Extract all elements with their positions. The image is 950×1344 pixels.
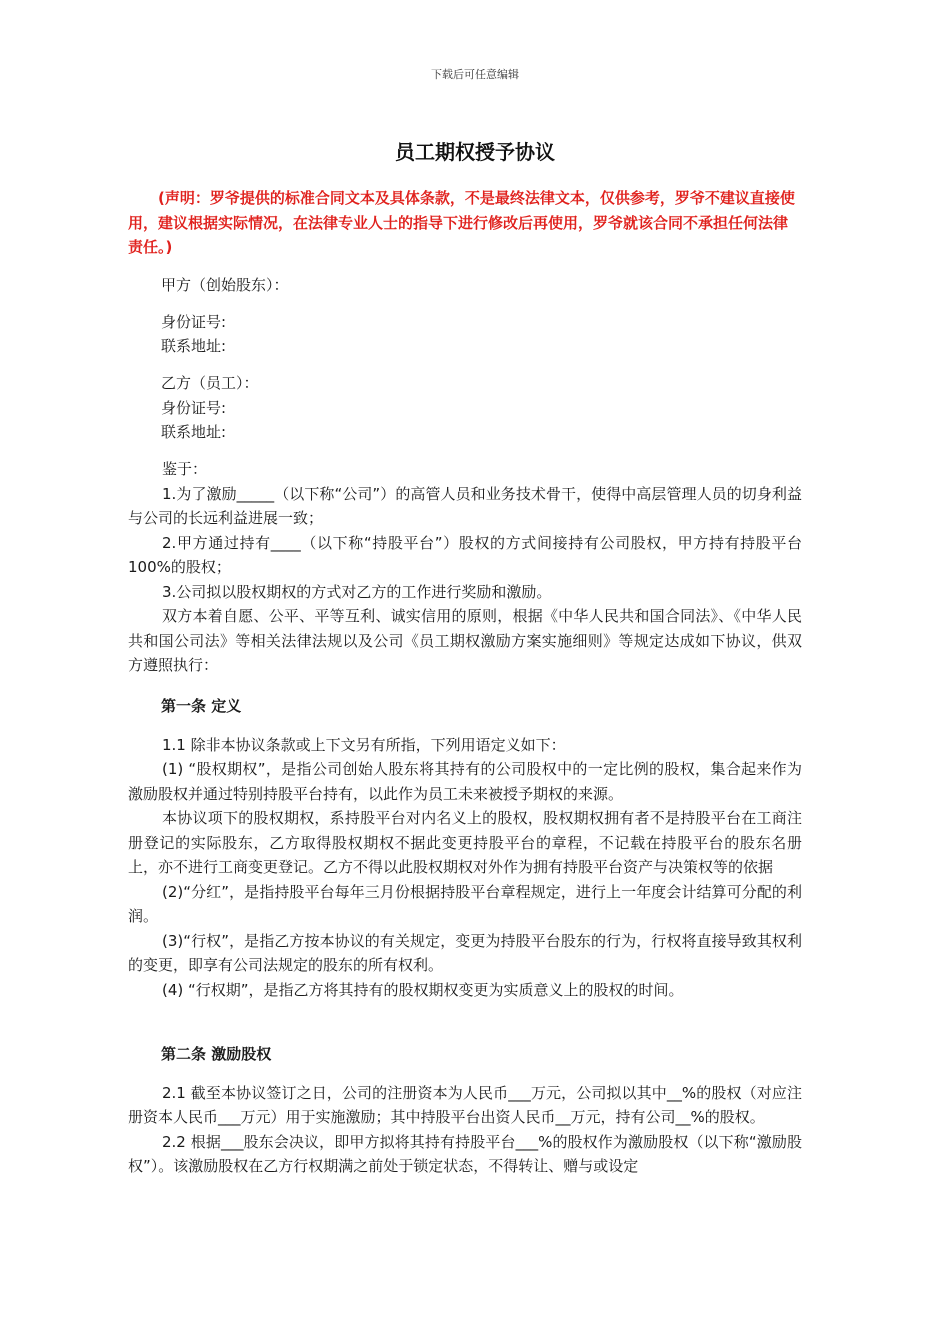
article-1-para-1: 1.1 除非本协议条款或上下文另有所指，下列用语定义如下： [162, 735, 566, 754]
article-2-para-1: 2.1 截至本协议签订之日，公司的注册资本为人民币___万元，公司拟以其中__%的股权（对应注册资本人民币___万元）用于实施激励；其中持股平台出资人民币__万元，持有公司__%的股权。 [128, 1083, 802, 1126]
disclaimer-notice: (声明：罗爷提供的标准合同文本及具体条款，不是最终法律文本，仅供参考，罗爷不建议直接使用，建议根据实际情况，在法律专业人士的指导下进行修改后再使用，罗爷就该合同不承担任何法律责任。) [128, 189, 795, 256]
article-1-para-2: (1) “股权期权”，是指公司创始人股东将其持有的公司股权中的一定比例的股权，集合起来作为激励股权并通过特别持股平台持有，以此作为员工未来被授予期权的来源。 [128, 760, 802, 803]
article-1-para-3: 本协议项下的股权期权，系持股平台对内名义上的股权，股权期权拥有者不是持股平台在工商注册登记的实际股东，乙方取得股权期权不据此变更持股平台的章程，不记载在持股平台的股东名册上，亦不进行工商变更登记。乙方不得以此股权期权对外作为拥有持股平台资产与决策权等的依据 [128, 809, 802, 876]
document-title: 员工期权授予协议 [395, 140, 555, 164]
recital-item-1: 1.为了激励_____（以下称“公司”）的高管人员和业务技术骨干，使得中高层管理人员的切身利益与公司的长远利益进展一致； [128, 484, 802, 527]
article-1-para-6: (4) “行权期”，是指乙方将其持有的股权期权变更为实质意义上的股权的时间。 [162, 980, 684, 999]
party-a-block [161, 273, 801, 359]
article-1-para-5: (3)“行权”，是指乙方按本协议的有关规定，变更为持股平台股东的行为，行权将直接导致其权利的变更，即享有公司法规定的股东的所有权利。 [128, 931, 802, 974]
party-a-address-label: 联系地址: [161, 337, 227, 355]
header-note: 下载后可任意编辑 [431, 68, 519, 81]
article-2-para-2: 2.2 根据___股东会决议，即甲方拟将其持有持股平台___%的股权作为激励股权（以下称“激励股权”）。该激励股权在乙方行权期满之前处于锁定状态，不得转让、赠与或设定 [128, 1132, 802, 1175]
article-1-heading: 第一条 定义 [161, 697, 242, 715]
recitals-intro: 鉴于： [162, 460, 208, 478]
article-2-heading: 第二条 激励股权 [161, 1045, 272, 1063]
party-b-id-label: 身份证号: [161, 398, 227, 417]
recitals-agreement: 双方本着自愿、公平、平等互利、诚实信用的原则，根据《中华人民共和国合同法》、《中华人民共和国公司法》等相关法律法规以及公司《员工期权激励方案实施细则》等规定达成如下协议，供双方遵照执行： [128, 607, 802, 674]
party-b-block [161, 371, 801, 445]
recitals-section [128, 457, 802, 678]
party-b-label: 乙方（员工）： [161, 374, 259, 392]
article-2 [128, 1042, 802, 1179]
article-1 [128, 694, 802, 1002]
recital-item-2: 2.甲方通过持有____（以下称“持股平台”）股权的方式间接持有公司股权，甲方持有持股平台 100%的股权； [128, 533, 802, 576]
party-a-label: 甲方（创始股东）： [161, 276, 289, 294]
article-1-para-4: (2)“分红”，是指持股平台每年三月份根据持股平台章程规定，进行上一年度会计结算可分配的利润。 [128, 882, 802, 925]
recital-item-3: 3.公司拟以股权期权的方式对乙方的工作进行奖励和激励。 [162, 582, 552, 601]
party-a-id-label: 身份证号: [161, 312, 227, 331]
party-b-address-label: 联系地址: [161, 423, 227, 441]
